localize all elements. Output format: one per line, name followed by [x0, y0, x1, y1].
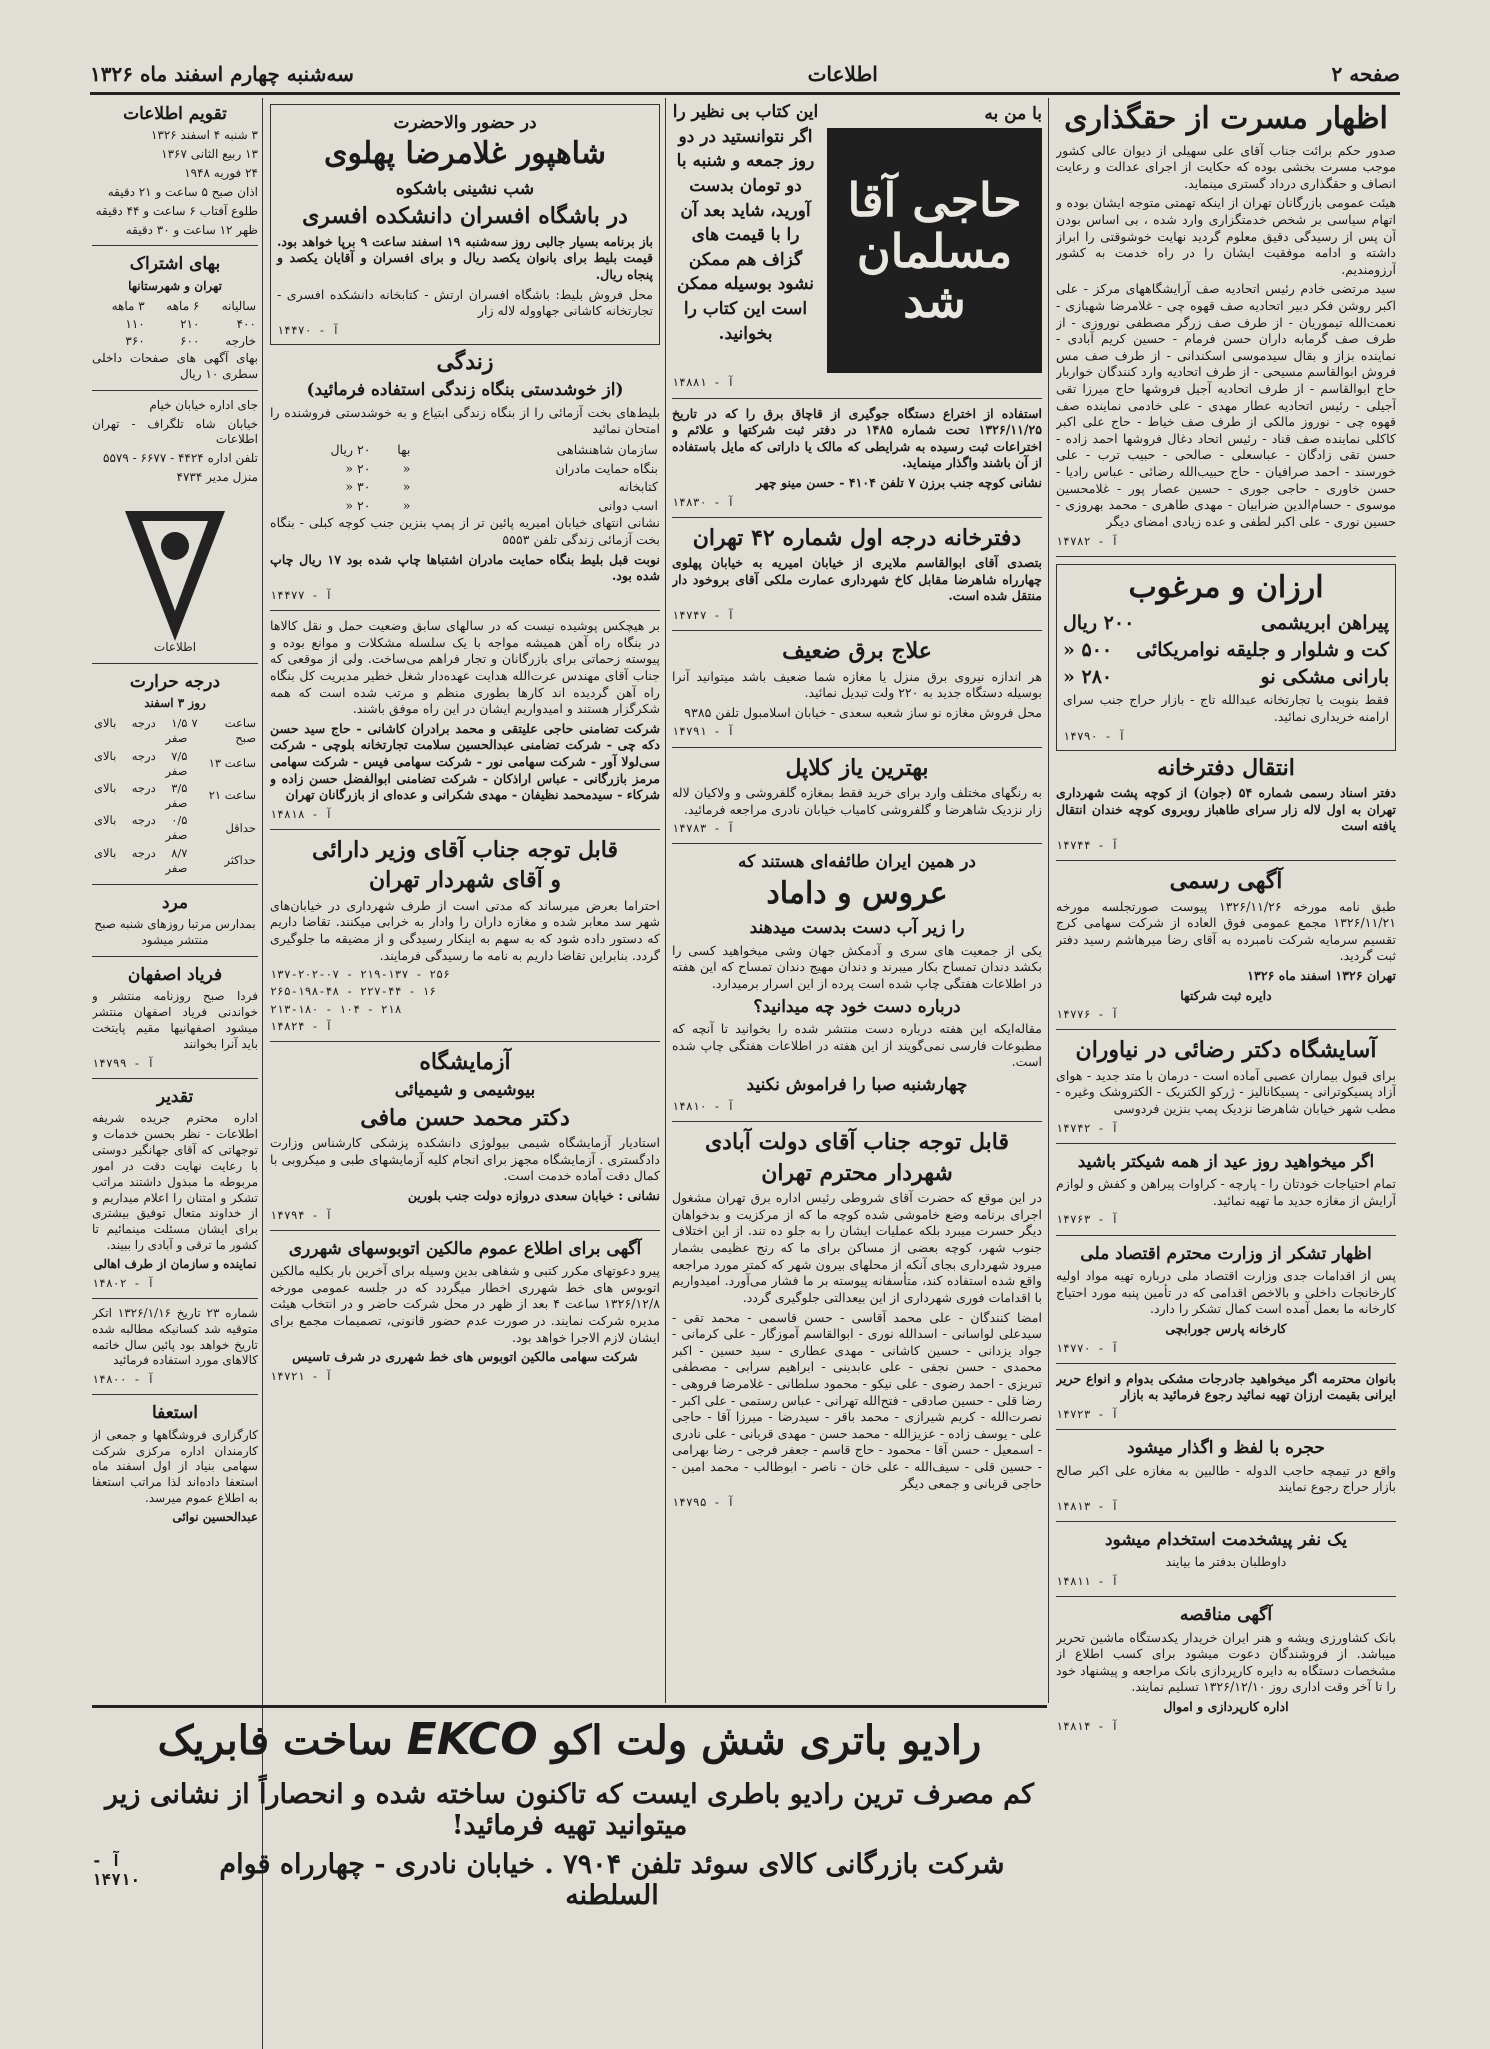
divider [92, 245, 258, 246]
lab-doctor: دکتر محمد حسن مافی [360, 1104, 570, 1131]
thanks-signers: سید مرتضی خادم رئیس اتحادیه صف آرایشگاههای مرکز - علی اکبر روشن فکر دبیر اتحادیه صف قهوه چی - غلامرضا شهبازی - نعمت‌الله تیموریان - از طرف صف زرگر مصطفی نوروزی - از طرف صف گرمابه داران حسن فرمام - حسین کریم آبادی - نماینده بزاز و بقال سیدموسی اسکندانی - از طرف صف مس فروش ابوالقاسم مسیحی - از طرف اتحادیه وارد کنندگان خواربار حاج ابوالقاسم - از طرف اتحادیه آجیل فروشها حاج میرزا تقی آجیلی - رئیس اتحادیه عطار مهدی - علی خادمی نماینده صف قهوه چی - نوروز مالکی از طرف صف خیاط - حاج علی اکبر کاکلی نماینده صف قناد - رئیس اتحاد دغال فروشها احمد زاده - حسن تقی زادگان - عباسعلی - صالحی - حبیب ترب - علی خورسند - احمد صرافیان - حاج حبیب‌الله رضائی - عباس رادیا - حسن خاوری - حاجی جوری - حسین عصار پور - غلامحسین موسوی - حسام‌الدین ضرابیان - مهدی طاهری - محمد بهروزی - حسین نوری - علی اکبر لطفی و عده زیادی امضای دیگر [1056, 281, 1396, 529]
mayor-body: در این موقع که حضرت آقای شروطی رئیس اداره برق تهران مشغول اجرای برنامه وضع خاموشی شده کوچه ما که از مرکزیت و بدخواهان دیگر حسرت میبرد بلکه عملیات ایشان را به جلو ده تند. از این اختلاف جنوب شهر، کوچه بعضی از مساکن برای ما که رنج عظیمی بشمار میرود شهرداری بجای آنکه از محلهای بیرون شهر که کمتر مورد مراجعه واقع شده استفاده کند، متأسفانه پیوسته بر ما فشار می‌آورد. امیدواریم با اقدامات فوری شهرداری از این بیعدالتی جلوگیری گردد. [672, 1190, 1042, 1305]
event-title: در حضور والاحضرت [393, 113, 537, 133]
isfahan-notice [92, 964, 258, 1071]
collars-ad [672, 755, 1042, 837]
bus-title: آگهی برای اطلاع عموم مالکین اتوبوسهای شهرری [288, 1238, 642, 1259]
minister-body: احتراما بعرض میرساند که مدتی است از طرف شهرداری در خیابان‌های شهر سد معابر شده و مغازه داران را وادار به خرابی میکنند. تقاضا داریم که دستور داده شود که به سهم به اینکار رسیدگی و از مضیقه ما جلوگیری گردد. بنابراین تقاضا داریم به نامه ما رسیدگی فرمایند. [270, 897, 660, 963]
sanatorium-title: آسایشگاه دکتر رضائی در نیاوران [1075, 1037, 1377, 1064]
ad-code: آ - ۱۴۸۱۱ [1056, 1573, 1119, 1588]
wedding-body2: مقاله‌ایکه این هفته درباره دست منتشر شده را بخوانید تا آنچه که مطبوعات فارسی نمی‌گویند از این هفته در اطلاعات هفتگی چاپ شده است. [672, 1021, 1042, 1070]
lottery-title: زندگی [436, 348, 494, 375]
table-row [92, 333, 258, 351]
cell: ۸/۷ درجه بالای صفر [94, 845, 188, 875]
ad-code: آ - ۱۴۷۹۹ [92, 1055, 155, 1070]
divider [270, 829, 660, 830]
divider [1056, 1143, 1396, 1144]
ekco-brand: EKCO [406, 1714, 538, 1765]
calendar-line: طلوع آفتاب ۶ ساعت و ۴۴ دقیقه [95, 203, 258, 218]
thanks-body: هیئت عمومی بازرگانان تهران از اینکه تهمتی متوجه ایشان بوده و اتهام سیاسی بر شخص خدمتگزاری وارد شده ، بی اساس بودن آن پس از رسیدگی دقیق معلوم گردید نهایت خوشوقتی را ابراز داشته و ادامه موفقیت ایشان را در راه خدمت به کشور آرزومندیم. [1056, 195, 1396, 277]
divider [92, 956, 258, 957]
loss-body: شماره ۲۳ تاریخ ۱۳۲۶/۱/۱۶ اتکر متوقیه شد کسانیکه مطالبه شده تاریخ خواهد بود پائین سال خاتمه کالاهای مورد استفاده فرمائید [92, 1305, 258, 1368]
resignation-body: کارگزاری فروشگاهها و جمعی از کارمندان اداره مرکزی شرکت سهامی بنیاد از اول اسفند ماه استعفا داده‌اند لذا مراتب استعفا به اطلاع عموم میرسد. [92, 1427, 258, 1506]
calendar-line: ۳ شنبه ۴ اسفند ۱۳۲۶ [150, 128, 258, 143]
ad-code: آ - ۱۴۷۹۰ [1063, 728, 1126, 743]
shopping-ad [1056, 1151, 1396, 1228]
office-move-title: انتقال دفترخانه [1157, 754, 1295, 781]
subscription-title: بهای اشتراک [129, 254, 221, 275]
hiring-ad [1056, 1529, 1396, 1589]
cell: ۱۱۰ [125, 316, 145, 331]
divider [92, 1298, 258, 1299]
official-notice [1056, 868, 1396, 1022]
table-row [92, 780, 258, 812]
cell: ساليانه [221, 298, 256, 313]
emblem-text: اطلاعات [153, 639, 197, 651]
cell: ۲۰ « [345, 497, 371, 513]
banner-address: شرکت بازرگانی کالای سوئد تلفن ۷۹۰۴ . خیابان نادری - چهارراه قوام السلطنه [219, 1849, 1005, 1911]
cell: ساعت ۷ صبح [191, 716, 256, 746]
railway-thanks [270, 618, 660, 822]
item-name: بارانی مشکی نو [1260, 666, 1389, 689]
cell: حداقل [225, 820, 256, 835]
ad-code: آ - ۱۴۷۶۳ [1056, 1212, 1119, 1227]
cell: اسب دوانی [598, 497, 658, 513]
subscription-box [92, 253, 258, 382]
cell: ۶ ماهه [166, 298, 200, 313]
ad-code: آ - ۱۴۴۷۰ [277, 322, 340, 337]
thanks-title: اظهار مسرت از حقگذاری [1064, 101, 1388, 136]
temperature-subtitle: روز ۳ اسفند [144, 696, 206, 711]
railway-body: بر هیچکس پوشیده نیست که در سالهای سابق وضعیت حمل و نقل کالاها در بنگاه راه آهن همیشه مواجه با یک سلسله مشکلات و موانع بوده و پیوسته زحماتی برای بازرگانان و تجار فراهم می‌ساخت. ولی از موقعی که جناب آقای مهندس عرت‌الله هدایت عهده‌دار شغل خطیر مدیریت کل بنگاه راه آهن گردیده اند کارها بطوری منظم و مرتب شده است که همه شکرگزار هستند و امیدواریم ایشان در این راه موفق باشند. [270, 618, 660, 717]
divider [1056, 1596, 1396, 1597]
sanatorium-ad [1056, 1037, 1396, 1135]
phone-list: ۲۶۵-۱۹۸-۴۸ - ۲۲۷-۴۴ - ۱۶ [270, 984, 437, 999]
office-move-body: دفتر اسناد رسمی شماره ۵۴ (جوان) از کوچه پشت شهرداری تهران به اول لاله زار سرای طاهباز روبروی کوچه خندان انتقال یافته است [1056, 785, 1396, 834]
table-row [92, 298, 258, 316]
minister-title2: و آقای شهردار تهران [368, 867, 562, 894]
ministry-body: پس از اقدامات جدی وزارت اقتصاد ملی درباره تهیه مواد اولیه کارخانجات داخلی و بالاخص اقدامی که در تأمین پنبه مورد احتیاج کارخانه ما بعمل آمده است کمال تشکر را دارد. [1056, 1268, 1396, 1317]
notary-ad [672, 525, 1042, 623]
minister-letter [270, 837, 660, 1034]
cheap-note: فقط بنوبت یا تجارتخانه عبدالله تاج - بازار حراج جنب سرای ارامنه خریداری نمائید. [1063, 692, 1389, 725]
bus-notice [270, 1238, 660, 1384]
mard-body: بمدارس مرتبا روزهای شنبه صبح منتشر میشود [94, 917, 256, 948]
banner-tagline: کم مصرف ترین رادیو باطری ایست که تاکنون ساخته شده و انحصاراً از نشانی زیر میتوانید تهیه فرمائید! [104, 1779, 1035, 1841]
table-row [92, 316, 258, 334]
divider [1056, 1429, 1396, 1430]
ad-code: آ - ۱۴۷۹۵ [672, 1495, 735, 1510]
mayor-title2: شهردار محترم تهران [761, 1159, 953, 1186]
divider [270, 1041, 660, 1042]
item-price: ۵۰۰ « [1063, 639, 1113, 662]
cell: حداکثر [224, 853, 256, 868]
cell: « [402, 460, 411, 476]
isfahan-body: فردا صبح روزنامه منتشر و خواندنی فریاد اصفهان منتشر میشود اصفهانیها مقیم پایتخت باید آنرا بخوانند [92, 989, 258, 1051]
bus-signer: شرکت سهامی مالکین اتوبوس های خط شهرری در شرف تاسیس [292, 1349, 638, 1365]
wedding-article [672, 851, 1042, 1114]
divider [270, 1230, 660, 1231]
cell: کتابخانه [618, 479, 658, 495]
issue-date: سه‌شنبه چهارم اسفند ماه ۱۳۲۶ [90, 62, 354, 86]
patent-body: استفاده از اختراع دستگاه جوگیری از قاچاق برق را که در تاریخ ۱۳۲۶/۱۱/۲۵ تحت شماره ۱۴۸۵ در دفتر ثبت شرکتها و علائم و اختراعات ثبت رسیده به شرایطی که مالک یا داراتی که مایل باستفاده از آن باشند واگذار مینماید. [672, 405, 1042, 471]
table-row [92, 812, 258, 844]
official-title: آگهی رسمی [1169, 868, 1283, 895]
price-row [1063, 611, 1389, 636]
tender-signer: اداره کارپردازی و اموال [1163, 1699, 1289, 1714]
ad-code: آ - ۱۴۸۰۲ [92, 1275, 155, 1290]
patent-contact: نشانی کوچه جنب برزن ۷ تلفن ۴۱۰۴ - حسن مینو چهر [756, 475, 1042, 491]
temperature-title: درجه حرارت [129, 671, 221, 692]
table-row [270, 460, 660, 479]
cell: ۳۰ « [345, 479, 371, 495]
ad-code: آ - ۱۴۷۴۲ [1056, 1120, 1119, 1135]
column-center-left [270, 100, 660, 1700]
price-row [1063, 665, 1389, 690]
tender-body: بانک کشاورزی ویشه و هنر ایران خریدار یکدستگاه ماشین تحریر میباشد. از فروشندگان دعوت میشود برای کسب اطلاع از مشخصات دستگاه به دایره کارپردازی بانک مراجعه و پیشنهاد خود را تا آخر وقت اداری روز ۱۳۲۶/۱۲/۱۰ تسلیم نمایند. [1056, 1629, 1396, 1695]
resignation-notice [92, 1402, 258, 1525]
ministry-thanks [1056, 1243, 1396, 1356]
cell: « [402, 497, 411, 513]
address-line: تلفن اداره ۴۴۲۴ - ۶۶۷۷ - ۵۵۷۹ [103, 451, 258, 466]
ad-code: آ - ۱۴۸۱۸ [270, 806, 333, 821]
ladies-body: بانوان محترمه اگر میخواهید جادرجات مشکی بدوام و انواع حریر ایرانی بقیمت ارزان تهیه نمائید رجوع فرمائید به بازار [1056, 1370, 1396, 1403]
rooms-body: واقع در تیمچه حاجب الدوله - طالبین به مغازه علی اکبر صالح بازار حراج رجوع نمایند [1056, 1462, 1396, 1495]
mayor-title: قابل توجه جناب آقای دولت آبادی [704, 1129, 1010, 1156]
table-row [92, 845, 258, 877]
divider [1056, 1029, 1396, 1030]
thanks-body: صدور حکم برائت جناب آقای علی سهیلی از دیوان عالی کشور موجب مسرت بخشی بوده که حکایت از اجرای عدالت و رعایت انصاف و حقگذاری درداد گستری مینماید. [1056, 142, 1396, 191]
cheap-title: ارزان و مرغوب [1128, 569, 1324, 605]
cell: « [402, 479, 411, 495]
lab-ad [270, 1049, 660, 1223]
lab-subtitle: بیوشیمی و شیمیائی [394, 1080, 536, 1101]
divider [92, 1394, 258, 1395]
lottery-intro: بلیط‌های بخت آزمائی را از بنگاه زندگی ابتیاع و به خوشدستی فروشنده را امتحان نمائید [270, 404, 660, 437]
lab-address: نشانی : خیابان سعدی دروازه دولت جنب بلورین [407, 1187, 660, 1203]
mard-title: مرد [161, 892, 189, 913]
divider [672, 398, 1042, 399]
phone-list: ۲۱۳-۱۸۰ - ۱۰۴ - ۲۱۸ [270, 1001, 402, 1016]
office-move-notice [1056, 755, 1396, 853]
divider [92, 390, 258, 391]
address-line: جای اداره خیابان خیام [149, 397, 258, 412]
book-cover-image [827, 128, 1042, 373]
ad-code: آ - ۱۴۸۰۰ [92, 1372, 155, 1387]
lottery-subtitle: (از خوشدستی بنگاه زندگی استفاده فرمائید) [306, 380, 624, 401]
event-tickets: محل فروش بلیط: باشگاه افسران ارتش - کتابخانه دانشکده افسری - تجارتخانه کاشانی جهاووله لاله زار [277, 286, 653, 319]
patent-notice [672, 406, 1042, 510]
divider [270, 610, 660, 611]
book-cover-text: حاجی آقا مسلمان شد [847, 173, 1022, 329]
power-ad [672, 638, 1042, 739]
divider [1056, 1521, 1396, 1522]
table-row [270, 497, 660, 516]
ministry-signer: کارخانه پارس جورابچی [1165, 1320, 1287, 1336]
column-rule [1048, 98, 1049, 1703]
divider [672, 630, 1042, 631]
cell: ساعت ۱۳ [208, 756, 256, 771]
radio-banner-ad [92, 1708, 1047, 2038]
header-rule [90, 92, 1400, 95]
appreciation-notice [92, 1086, 258, 1291]
collars-body: به رنگهای مختلف وارد برای خرید فقط بمغازه گلفروشی و ولاکیان لاله زار نزدیک شاهرضا و گلفروشی کامیاب خیابان نادری مراجعه فرمائید. [672, 785, 1042, 817]
table-row [92, 715, 258, 747]
hiring-body: داوطلبان بدفتر ما بیایند [1165, 1554, 1287, 1570]
price-row [1063, 638, 1389, 663]
cell: خارجه [225, 334, 256, 349]
calendar-line: ظهر ۱۲ ساعت و ۳۰ دقیقه [125, 222, 258, 237]
page-header [90, 58, 1400, 90]
event-name: شاهپور غلامرضا پهلوی [324, 136, 606, 172]
lab-title: آزمایشگاه [419, 1048, 511, 1075]
cell: بها [397, 442, 411, 458]
banner-headline [92, 1714, 1047, 1765]
ad-code: آ - ۱۴۸۱۴ [1056, 1718, 1119, 1733]
divider [672, 747, 1042, 748]
lottery-table [270, 441, 660, 515]
divider [92, 1078, 258, 1079]
cell: ۰/۵ درجه بالای صفر [94, 813, 188, 843]
ad-code: آ - ۱۴۸۳۰ [672, 494, 735, 509]
railway-signers: شرکت تضامنی حاجی علیتقی و محمد برادران کاشانی - حاج سید حسن دکه چی - شرکت تضامنی عبدالحسین سلامت تجارتخانه بلوچی - شرکت سی‌لولا آور - شرکت سهامی نور - شرکت سهامی فیس - شرکت سهامی مرمز بازرگانی - عباس اراذکان - شرکت تضامنی ابوالفضل حسن زاده و شرکاء - سیدمحمد نظیفان - مهدی شکرانی و عده‌ای از بازرگانان تهران [270, 720, 660, 803]
banner-footer [92, 1849, 1047, 1911]
ad-code: آ - ۱۴۷۸۳ [672, 821, 735, 836]
ad-code: آ - ۱۴۷۸۲ [1056, 533, 1119, 548]
power-body: هر اندازه نیروی برق منزل یا مغازه شما ضعیف باشد میتوانید آنرا بوسیله دستگاه جدید به ۲۲۰ ولت تبدیل نمائید. [672, 668, 1042, 701]
ad-code: آ - ۱۴۴۷۷ [270, 587, 333, 602]
ad-code: آ - ۱۴۷۲۱ [270, 1368, 333, 1383]
resignation-title: استعفا [151, 1403, 199, 1424]
ad-code: آ - ۱۴۷۷۶ [1056, 1007, 1119, 1022]
rooms-ad [1056, 1437, 1396, 1514]
calendar-line: اذان صبح ۵ ساعت و ۲۱ دقیقه [107, 184, 258, 199]
book-side-text: این کتاب بی نظیر را اگر نتوانستید در دو روز جمعه و شنبه با دو تومان بدست آورید، شاید بعد آن را با قیمت های گزاف هم ممکن نشود بوسیله ممکن است این کتاب را بخوانید. [672, 102, 819, 344]
cell: ۱/۵ درجه بالای صفر [94, 716, 188, 746]
cell: ساعت ۲۱ [208, 788, 256, 803]
wedding-intro: در همین ایران طائفه‌ای هستند که [738, 852, 976, 873]
rooms-title: حجره با لفظ و اگذار میشود [1127, 1438, 1325, 1459]
calendar-line: ۲۴ فوریه ۱۹۴۸ [184, 166, 258, 181]
table-row [92, 748, 258, 780]
divider [1056, 1363, 1396, 1364]
ad-code: آ - ۱۴۸۲۴ [270, 1018, 333, 1033]
power-contact: محل فروش مغازه نو ساز شعبه سعدی - خیابان اسلامبول تلفن ۹۳۸۵ [684, 704, 1042, 720]
tender-title: آگهی مناقصه [1179, 1605, 1273, 1626]
divider [672, 1121, 1042, 1122]
item-name: کت و شلوار و جلیقه نوامریکائی [1136, 639, 1389, 662]
ad-code: آ - ۱۴۷۱۰ [92, 1851, 141, 1889]
cell: ۴۰۰ [236, 316, 256, 331]
column-right [1056, 100, 1396, 2040]
tender-notice [1056, 1604, 1396, 1734]
subscription-subtitle: تهران و شهرستانها [128, 278, 222, 293]
divider [1056, 556, 1396, 557]
official-body: طبق نامه مورخه ۱۳۲۶/۱۱/۲۶ پیوست صورتجلسه مورخه ۱۳۲۶/۱۱/۲۱ مجمع عمومی فوق العاده از شرکت سهامی کرج تقسیم سرمایه شرکت نامبرده به آقای رضا میرهاشم رسید دفتر ثبت گردید. [1056, 898, 1396, 964]
hiring-title: یک نفر پیشخدمت استخدام میشود [1104, 1529, 1348, 1550]
lottery-notice: نوبت قبل بلیط بنگاه حمایت مادران اشتباها چاپ شده بود ۱۷ ریال چاپ شده بود. [270, 551, 660, 584]
cell: ۲۰ « [345, 460, 371, 476]
notary-title: دفترخانه درجه اول شماره ۴۲ تهران [692, 524, 1022, 551]
event-sub1: شب نشینی باشکوه [395, 178, 535, 199]
official-signer: دایره ثبت شرکتها [1180, 987, 1272, 1003]
wedding-subtitle2: درباره دست خود چه میدانید؟ [753, 996, 961, 1017]
subscription-note: بهای آگهی های صفحات داخلی سطری ۱۰ ریال [92, 351, 258, 381]
ad-code: آ - ۱۴۷۴۷ [672, 608, 735, 623]
banner-headline-b: ساخت فابریک [157, 1717, 393, 1764]
address-line: خیابان شاه تلگراف - تهران اطلاعات [92, 416, 258, 447]
page-number: صفحه ۲ [1331, 62, 1400, 86]
ad-code: آ - ۱۴۸۱۰ [672, 1099, 735, 1114]
appreciation-signer: نماینده و سازمان از طرف اهالی [93, 1256, 257, 1271]
cell: ۳/۵ درجه بالای صفر [94, 780, 188, 811]
wedding-body: یکی از جمعیت های سری و آدمکش جهان وشی میخواهید کسی را بکشد دندان تمساح بکار میبرند و دندان مهیج دندان تمساح که این هفته در اطلاعات هفتگی چاپ شده است پرده از این اسرار برمیدارد. [672, 942, 1042, 991]
ladies-ad [1056, 1371, 1396, 1422]
collars-title: بهترین یاز کلاپل [785, 754, 929, 781]
item-price: ۲۸۰ « [1063, 666, 1113, 689]
paper-name: اطلاعات [807, 62, 878, 86]
ad-code: آ - ۱۴۷۹۴ [270, 1207, 333, 1222]
divider [672, 843, 1042, 844]
ad-code: آ - ۱۴۸۸۱ [672, 375, 735, 390]
address-line: منزل مدیر ۴۷۳۴ [176, 470, 258, 485]
shopping-body: تمام احتیاجات خودتان را - پارچه - کراوات پیراهن و کفش و لوازم آرایش از مغازه جدید ما تهیه نمائید. [1056, 1176, 1396, 1208]
ad-code: آ - ۱۴۷۹۱ [672, 724, 735, 739]
calendar-title: تقویم اطلاعات [123, 104, 227, 124]
event-body: باز برنامه بسیار جالبی روز سه‌شنبه ۱۹ اسفند ساعت ۹ برپا خواهد بود. قیمت بلیط برای بانوان یکصد ریال و برای افسران و آقایان یکصد و پنجاه ریال. [277, 233, 653, 282]
item-name: پیراهن ابریشمی [1261, 612, 1389, 635]
cell: بنگاه حمایت مادران [555, 460, 658, 476]
emblem-icon [120, 501, 230, 651]
temperature-table [92, 715, 258, 877]
ad-code: آ - ۱۴۷۴۴ [1056, 838, 1119, 853]
cell: ۲۱۰ [180, 316, 200, 331]
official-date: تهران ۱۳۲۶ اسفند ماه ۱۳۲۶ [1247, 968, 1396, 984]
appreciation-body: اداره محترم جریده شریفه اطلاعات - نظر بحسن خدمات و توجهاتی که آقای جهانگیر دوستی با رعایت نهایت دقت در امور مربوطه ما مبذول داشتند مراتب تشکر و امتنان را اعلام میداریم و از خداوند متعال توفیق بیشتری برای ایشان مسئلت مینمائیم تا کشور ما ترقی و آبادی را ببیند. [92, 1111, 258, 1253]
divider [92, 884, 258, 885]
wedding-reminder: چهارشنبه صبا را فراموش نکنید [746, 1074, 968, 1095]
book-tagline: با من به [984, 104, 1042, 124]
wedding-subtitle: را زیر آب دست بدست میدهند [749, 918, 965, 939]
appreciation-title: تقدیر [156, 1086, 194, 1107]
cell: ۶۰۰ [180, 334, 200, 349]
temperature-box [92, 671, 258, 877]
office-address [92, 398, 258, 486]
ad-code: آ - ۱۴۷۲۳ [1056, 1406, 1119, 1421]
event-ad [270, 104, 660, 345]
power-title: علاج برق ضعیف [782, 638, 932, 665]
wedding-title: عروس و داماد [766, 875, 948, 911]
ad-code: آ - ۱۴۷۷۰ [1056, 1340, 1119, 1355]
lottery-address: نشانی انتهای خیابان امیریه پائین تر از پمپ بنزین جنب کوچه کبلی - بنگاه بخت آزمائی زندگی تلفن ۵۵۵۳ [270, 515, 660, 548]
item-price: ۲۰۰ ریال [1063, 612, 1135, 635]
loss-notice [92, 1306, 258, 1387]
table-row [270, 478, 660, 497]
calendar-box [92, 103, 258, 238]
mayor-letter [672, 1129, 1042, 1510]
isfahan-title: فریاد اصفهان [127, 965, 223, 986]
lottery-ad [270, 349, 660, 603]
cell: سازمان شاهنشاهی [556, 442, 658, 458]
event-sub2: در باشگاه افسران دانشکده افسری [302, 203, 628, 230]
divider [672, 517, 1042, 518]
sanatorium-body: برای قبول بیماران عصبی آماده است - درمان با متد جدید - هوای آزاد پسیکوترانی - پسیکانالیز - ژرکو الکتریک - الکتروشک وغیره - مطب شهر خیابان شاهرضا نزدیک پمپ بنزین فردوسی [1056, 1067, 1396, 1117]
resignation-signer: عبدالحسین نوائی [172, 1509, 258, 1524]
emblem-badge [115, 496, 235, 656]
mayor-signers: امضا کنندگان - علی محمد آقاسی - حسن قاسمی - محمد تقی - سیدعلی لواسانی - اسدالله نوری - ابوالقاسم آموزگار - علی کرمانی - جواد یزدانی - حسین کاشانی - مهدی عطاری - سید حسین - اکبر محمدی - حسن نجفی - علی عابدینی - ابراهیم سرابی - مصطفی تبریزی - احمد رضوی - علی نیکو - محمود سلطانی - غلامرضا فروهی - رضا قلی - حسین صادقی - فتح‌الله تهرانی - عباس رستمی - علی اکبر - نصرت‌الله - کریم شیرازی - محمد باقر - سیدرضا - میرزا آقا - حاجی علی - یوسف زاده - عزیز‌الله - محمد حسن - مهدی قربانی - علی نادری - اسمعیل - حسن آقا - محمود - حاج قاسم - جعفر فرجی - رضا بهرامی - حسین قلی - سیف‌الله - علی خان - ناصر - ابوطالب - محمد امین - حاجی قربانی و جمعی دیگر [672, 1309, 1042, 1491]
mard-notice [92, 892, 258, 949]
book-ad [672, 100, 1042, 391]
cell: ۷/۵ درجه بالای صفر [94, 748, 188, 778]
ad-code: آ - ۱۴۸۱۳ [1056, 1498, 1119, 1513]
book-ad-image-wrap [827, 100, 1042, 373]
divider [92, 663, 258, 664]
book-ad-layout [672, 100, 1042, 373]
notary-body: بتصدی آقای ابوالقاسم ملایری از خیابان امیریه به خیابان پهلوی چهارراه شاهرضا مقابل کاخ شهرداری عمارت ملکی آقای بروخود دار منتقل شده است. [672, 555, 1042, 604]
column-rule [665, 98, 666, 1703]
banner-headline-a: رادیو باتری شش ولت اکو [551, 1717, 982, 1764]
cheap-ad [1056, 564, 1396, 751]
divider [1056, 1235, 1396, 1236]
cell: ۳ ماهه [111, 298, 145, 313]
lab-body: استادیار آزمایشگاه شیمی بیولوژی دانشکده پزشکی کارشناس وزارت دادگستری . آزمایشگاه مجهز برای انجام کلیه آزمایشهای طبی و میکروبی با کمال دقت آماده خدمت است. [270, 1135, 660, 1184]
subscription-table [92, 298, 258, 351]
column-center-right [672, 100, 1042, 1700]
cell: ۲۰ ریال [330, 442, 371, 458]
minister-title: قابل توجه جناب آقای وزیر دارائی [311, 836, 618, 863]
table-row [270, 441, 660, 460]
calendar-line: ۱۳ ربیع الثانی ۱۳۶۷ [161, 147, 258, 162]
divider [1056, 860, 1396, 861]
cell: ۳۶۰ [125, 334, 145, 349]
thanks-notice [1056, 102, 1396, 549]
bus-body: پیرو دعوتهای مکرر کتبی و شفاهی بدین وسیله برای آخرین بار بکلیه مالکین اتوبوس های خط شهرری اخطار میگردد که در جلسه عمومی مورخه ۱۳۲۶/۱۲/۸ ساعت ۴ بعد از ظهر در محل شرکت حاضر و در انتخاب هیئت مدیره شرکت نمایند. در صورت عدم حضور قانونی، تصمیمات مجمع برای ایشان لازم الاجرا خواهد بود. [270, 1263, 660, 1345]
ministry-title: اظهار تشکر از وزارت محترم اقتصاد ملی [1080, 1243, 1372, 1264]
phone-list: ۱۳۷-۲۰۲-۰۷ - ۲۱۹-۱۳۷ - ۲۵۶ [270, 967, 451, 982]
shopping-title: اگر میخواهید روز عید از همه شیکتر باشید [1077, 1151, 1375, 1172]
